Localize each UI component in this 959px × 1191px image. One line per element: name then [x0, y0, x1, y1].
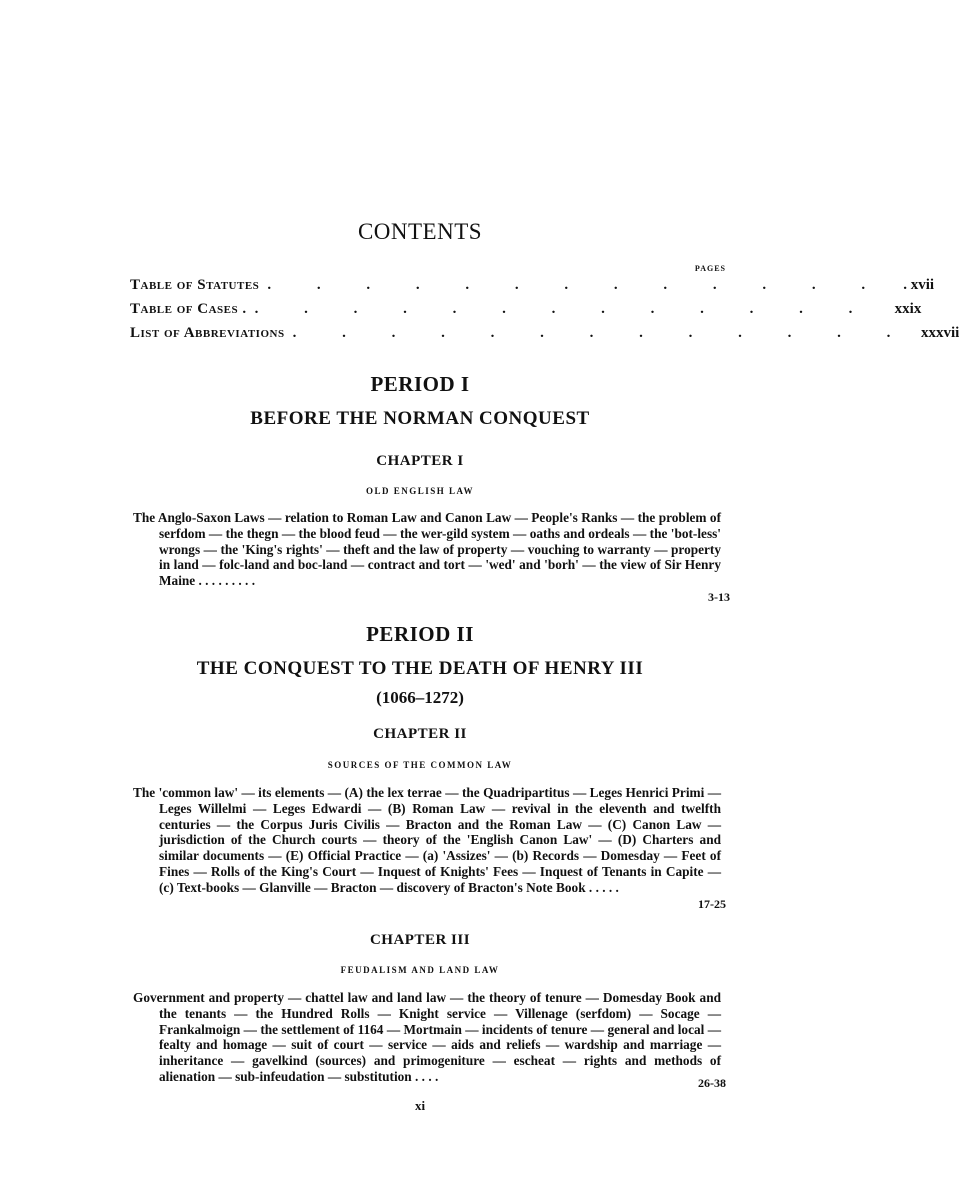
chapter-page-range[interactable]: 26-38	[698, 1076, 726, 1090]
prelim-page: xxxvii	[920, 325, 959, 341]
prelim-row-abbreviations[interactable]	[130, 325, 959, 347]
period-title: BEFORE THE NORMAN CONQUEST	[250, 408, 590, 429]
chapter-subtitle: SOURCES OF THE COMMON LAW	[327, 760, 513, 770]
chapter-heading: CHAPTER III	[369, 932, 471, 948]
page-title: CONTENTS	[357, 219, 483, 244]
prelim-page: xxix	[894, 301, 922, 317]
dot-leader: . . . . . . . . . . . . .	[292, 325, 912, 341]
period-heading: PERIOD I	[370, 372, 470, 396]
prelim-label: List of Abbreviations	[130, 325, 285, 341]
chapter-heading: CHAPTER II	[373, 726, 467, 742]
period-heading: PERIOD II	[366, 622, 474, 646]
prelim-row-cases[interactable]	[130, 301, 922, 323]
prelim-row-statutes[interactable]	[130, 277, 935, 299]
period-title: THE CONQUEST TO THE DEATH OF HENRY III	[196, 658, 644, 679]
pages-column-label: PAGES	[694, 264, 726, 273]
dot-leader: . . . . . . . . . . . . .	[267, 277, 887, 293]
chapter-summary: The 'common law' — its elements — (A) the lex terrae — the Quadripartitus — Leges Henrici Primi — Leges Willelmi — Leges Edwardi — (B) Roman Law — revival in the eleventh and twelfth centuries — the Corpus Juris Civilis — Bracton and the Roman Law — (C) Canon Law — jurisdiction of the Church courts — theory of the 'English Canon Law' — (D) Charters and similar documents — (E) Official Practice — (a) 'Assizes' — (b) Records — Domesday — Feet of Fines — Rolls of the King's Court — Inquest of Knights' Fees — Inquest of Tenants in Capite — (c) Text-books — Glanville — Bracton — discovery of Bracton's Note Book . . . . .	[133, 785, 721, 895]
chapter-summary: Government and property — chattel law and land law — the theory of tenure — Domesday Book and the tenants — the Hundred Rolls — Knight service — Villenage (serfdom) — Socage — Frankalmoign — the settlement of 1164 — Mortmain — incidents of tenure — general and local — fealty and homage — suit of court — service — aids and reliefs — wardship and marriage — inheritance — gavelkind (sources) and primogeniture — escheat — rights and methods of alienation — sub-infeudation — substitution . . . .	[133, 990, 721, 1084]
chapter-subtitle: OLD ENGLISH LAW	[365, 486, 475, 496]
chapter-summary: The Anglo-Saxon Laws — relation to Roman Law and Canon Law — People's Ranks — the problem of serfdom — the thegn — the blood feud — the wer-gild system — oaths and ordeals — the 'bot-less' wrongs — the 'King's rights' — theft and the law of property — vouching to warranty — property in land — folc-land and boc-land — contract and tort — 'wed' and 'borh' — the view of Sir Henry Maine . . . . . . . . .	[133, 510, 721, 589]
chapter-page-range[interactable]: 17-25	[698, 897, 726, 911]
chapter-page-range[interactable]: 3-13	[708, 590, 730, 604]
chapter-subtitle: FEUDALISM AND LAND LAW	[340, 965, 500, 975]
page-folio: xi	[414, 1098, 426, 1113]
prelim-page: . xvii	[903, 277, 935, 293]
prelim-label: Table of Statutes	[130, 277, 260, 293]
prelim-label: Table of Cases .	[130, 301, 247, 317]
period-years: (1066–1272)	[376, 688, 464, 707]
chapter-heading: CHAPTER I	[376, 453, 464, 469]
dot-leader: . . . . . . . . . . . . .	[254, 301, 874, 317]
